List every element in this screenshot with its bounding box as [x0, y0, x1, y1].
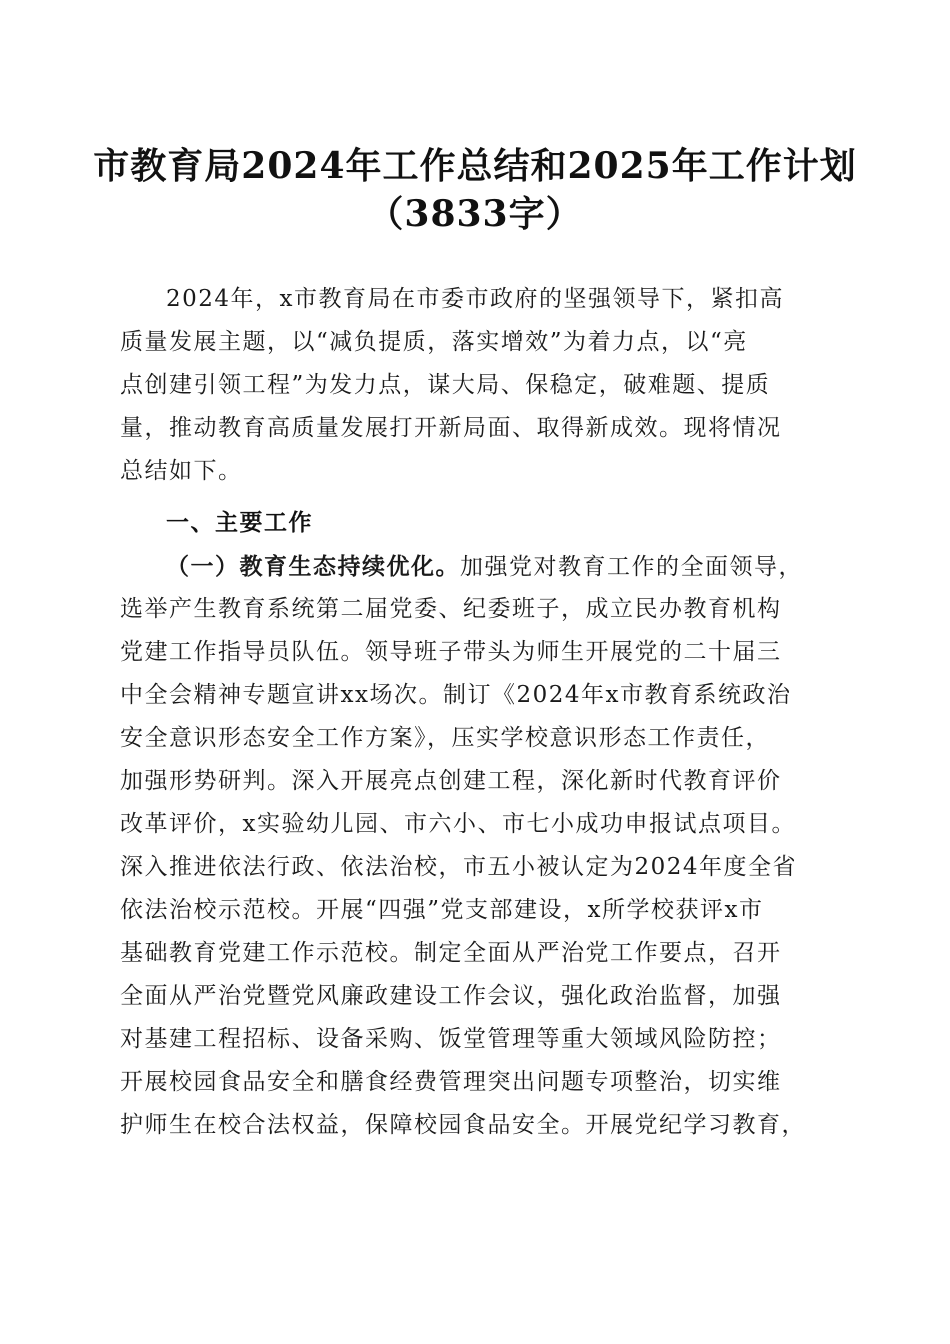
paragraph-line: 深入推进依法行政、依法治校，市五小被认定为2024年度全省	[120, 854, 798, 880]
paragraph-line: 对基建工程招标、设备采购、饭堂管理等重大领域风险防控；	[120, 1026, 782, 1052]
section-paragraph-education-ecology	[120, 545, 830, 1147]
paragraph-line: 安全意识形态安全工作方案》，压实学校意识形态工作责任，	[120, 725, 770, 751]
paragraph-line: 选举产生教育系统第二届党委、纪委班子，成立民办教育机构	[120, 596, 782, 622]
document-subtitle-word-count: （3833字）	[367, 193, 583, 235]
section-heading-main-work: 一、主要工作	[166, 510, 313, 536]
paragraph-line: 点创建引领工程”为发力点，谋大局、保稳定，破难题、提质	[120, 372, 771, 398]
paragraph-line: 质量发展主题，以“减负提质，落实增效”为着力点，以“亮	[120, 329, 748, 355]
paragraph-line-rest: 加强党对教育工作的全面领导，	[460, 554, 803, 580]
paragraph-line: 党建工作指导员队伍。领导班子带头为师生开展党的二十届三	[120, 639, 782, 665]
paragraph-line: 依法治校示范校。开展“四强”党支部建设，x所学校获评x市	[120, 897, 764, 923]
paragraph-line: 改革评价，x实验幼儿园、市六小、市七小成功申报试点项目。	[120, 811, 796, 837]
paragraph-line: 基础教育党建工作示范校。制定全面从严治党工作要点，召开	[120, 940, 782, 966]
subsection-lead: （一）教育生态持续优化。	[166, 553, 460, 580]
paragraph-line: 中全会精神专题宣讲xx场次。制订《2024年x市教育系统政治	[120, 682, 792, 708]
paragraph-line: 护师生在校合法权益，保障校园食品安全。开展党纪学习教育，	[120, 1112, 806, 1138]
paragraph-line: 总结如下。	[120, 458, 243, 484]
document-title: 市教育局2024年工作总结和2025年工作计划	[93, 145, 857, 187]
paragraph-first-line	[120, 545, 830, 588]
paragraph-line: 加强形势研判。深入开展亮点创建工程，深化新时代教育评价	[120, 768, 782, 794]
paragraph-line: 2024年，x市教育局在市委市政府的坚强领导下，紧扣高	[166, 286, 785, 312]
paragraph-line: 开展校园食品安全和膳食经费管理突出问题专项整治，切实维	[120, 1069, 782, 1095]
intro-paragraph	[120, 278, 830, 493]
paragraph-line: 全面从严治党暨党风廉政建设工作会议，强化政治监督，加强	[120, 983, 782, 1009]
paragraph-line: 量，推动教育高质量发展打开新局面、取得新成效。现将情况	[120, 415, 782, 441]
